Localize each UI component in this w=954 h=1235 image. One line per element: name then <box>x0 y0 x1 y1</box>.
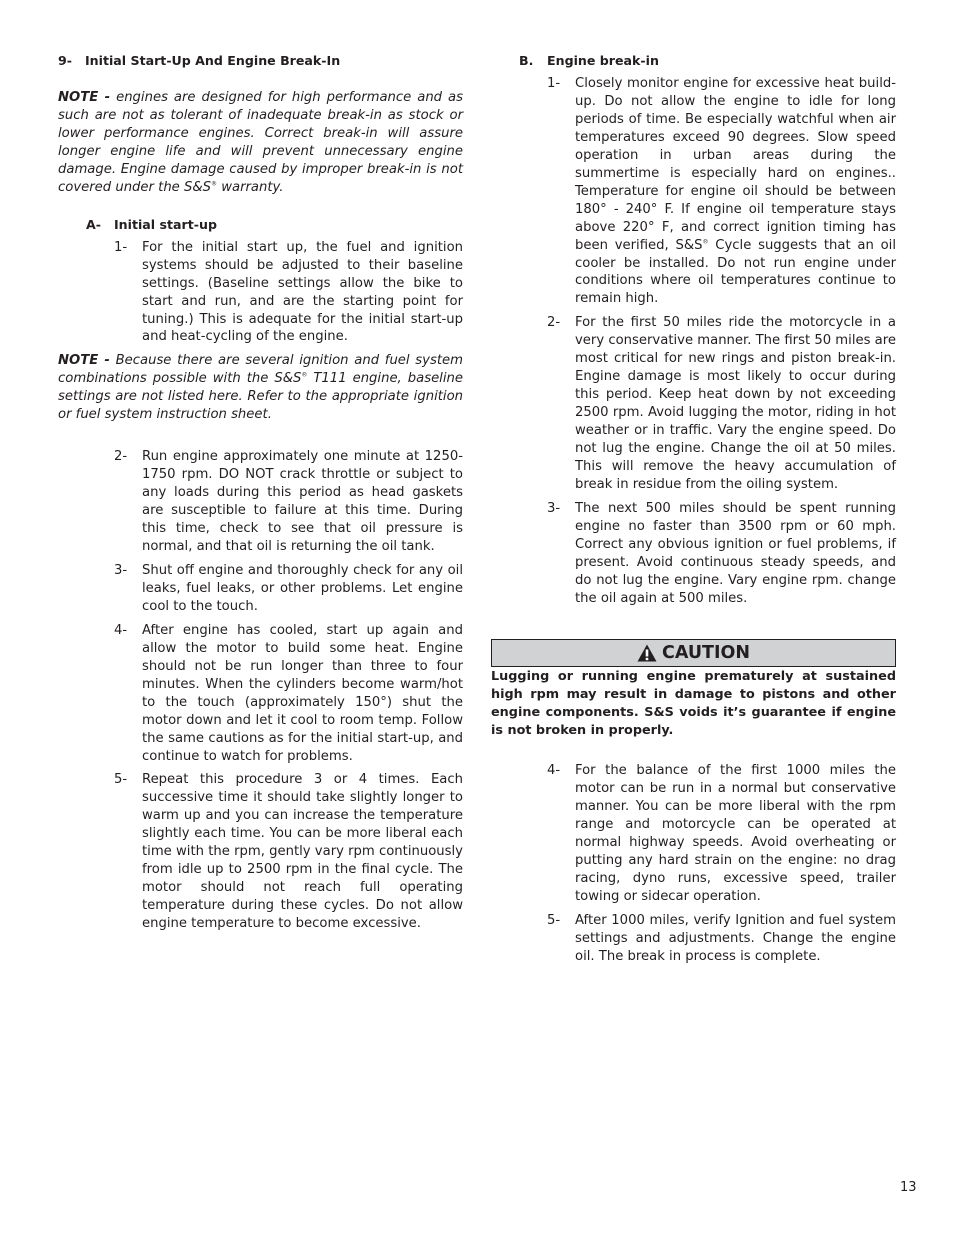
right-column <box>491 52 896 966</box>
list-item: 5- After 1000 miles, verify Ignition and fuel system settings and adjustments. Change the engine oil. The break in process is complete. <box>547 913 896 964</box>
list-item: 1- Closely monitor engine for excessive heat build-up. Do not allow the engine to idle for long periods of time. Be especially watchful when air temperatures exceed 90 degrees. Slow speed operation in urban areas during the summertime is especially hard on engines.. Temperature for engine oil should be between 180° - 240° F. If engine oil temperature stays above 220° F, and correct ignition timing has been verified, S&S® Cycle suggests that an oil cooler be installed. Do not run engine under conditions where oil temperatures continue to remain high. <box>547 76 896 307</box>
section-title: Initial Start-Up And Engine Break-In <box>85 53 341 68</box>
list-item: 4- For the balance of the first 1000 miles the motor can be run in a normal but conservative manner. You can be more liberal with the rpm range and motorcycle can be operated at normal highway speeds. Avoid overheating or putting any hard strain on the engine: no drag racing, dyno runs, excessive speed, trailer towing or sidecar operation. <box>547 763 896 905</box>
list-item: 1- For the initial start up, the fuel and ignition systems should be adjusted to their baseline settings. (Baseline settings allow the bike to start and run, and are the starting point for tuning.) This is adequate for the initial start-up and heat-cycling of the engine. <box>114 239 463 345</box>
caution-text: Lugging or running engine prematurely at sustained high rpm may result in damage to pistons and other engine components. S&S voids it’s guarantee if engine is not broken in properly. <box>491 668 896 738</box>
subsection-heading: B. Engine break-in <box>519 53 659 68</box>
list-item: 2- Run engine approximately one minute at 1250-1750 rpm. DO NOT crack throttle or subject to any loads during this period as head gaskets are susceptible to failure at this time. During this time, check to see that oil pressure is normal, and that oil is returning the oil tank. <box>114 449 463 555</box>
list-item: 2- For the first 50 miles ride the motorcycle in a very conservative manner. The first 50 miles are most critical for new rings and piston break-in. Engine damage is most likely to occur during this period. Keep heat down by not exceeding 2500 rpm. Avoid lugging the motor, riding in hot weather or in traffic. Vary the engine speed. Do not lug the engine. Change the oil at 50 miles. This will remove the heavy accumulation of break in residue from the oiling system. <box>547 315 896 492</box>
caution-banner <box>491 639 896 667</box>
subsection-initial-startup <box>58 216 463 347</box>
registered-mark: ® <box>301 372 308 379</box>
note-break-in: NOTE - engines are designed for high performance and as such are not as tolerant of inadequate break-in as stock or lower performance engines. Correct break-in will assure longer engine life and will prevent unnecessary engine damage. Engine damage caused by improper break-in is not covered under the S&S® warranty. <box>58 90 463 195</box>
registered-mark: ® <box>211 180 218 188</box>
caution-label: CAUTION <box>661 642 751 663</box>
section-number: 9- <box>58 53 72 68</box>
startup-steps <box>58 448 463 933</box>
page-number: 13 <box>900 1180 917 1195</box>
subsection-engine-break-in <box>491 52 896 608</box>
list-item: 5- Repeat this procedure 3 or 4 times. Each successive time it should take slightly longer to warm up and you can increase the temperature slightly each time. You can be more liberal each time with the rpm, gently vary rpm continuously from idle up to 2500 rpm in the final cycle. The motor should not reach full operating temperature during these cycles. Do not allow engine temperature to become excessive. <box>114 772 463 932</box>
note-baseline-settings: NOTE - Because there are several ignition and fuel system combinations possible with the S&S® T111 engine, baseline settings are not listed here. Refer to the appropriate ignition or fuel system instruction sheet. <box>58 353 463 423</box>
left-column <box>58 52 463 933</box>
list-item: 3- The next 500 miles should be spent running engine no faster than 3500 rpm or 60 mph. Correct any obvious ignition or fuel problems, if present. Avoid continuous steady speeds, and do not lug the engine. Vary engine rpm. change the oil again at 500 miles. <box>547 500 896 606</box>
note-tag: NOTE - <box>58 353 110 369</box>
list-item: 3- Shut off engine and thoroughly check for any oil leaks, fuel leaks, or other problems. Let engine cool to the touch. <box>114 562 463 614</box>
break-in-steps-continued <box>491 762 896 965</box>
note-tag: NOTE - <box>58 90 111 105</box>
registered-mark: ® <box>702 238 709 246</box>
list-item: 4- After engine has cooled, start up again and allow the motor to build some heat. Engine should not be run longer than three to four minutes. When the cylinders become warm/hot to the touch (approximately 150°) shut the motor down and let it cool to room temp. Follow the same cautions as for the initial start-up, and continue to watch for problems. <box>114 622 463 764</box>
section-heading <box>58 52 463 70</box>
warning-icon <box>637 644 657 662</box>
subsection-heading: A- Initial start-up <box>86 216 217 232</box>
